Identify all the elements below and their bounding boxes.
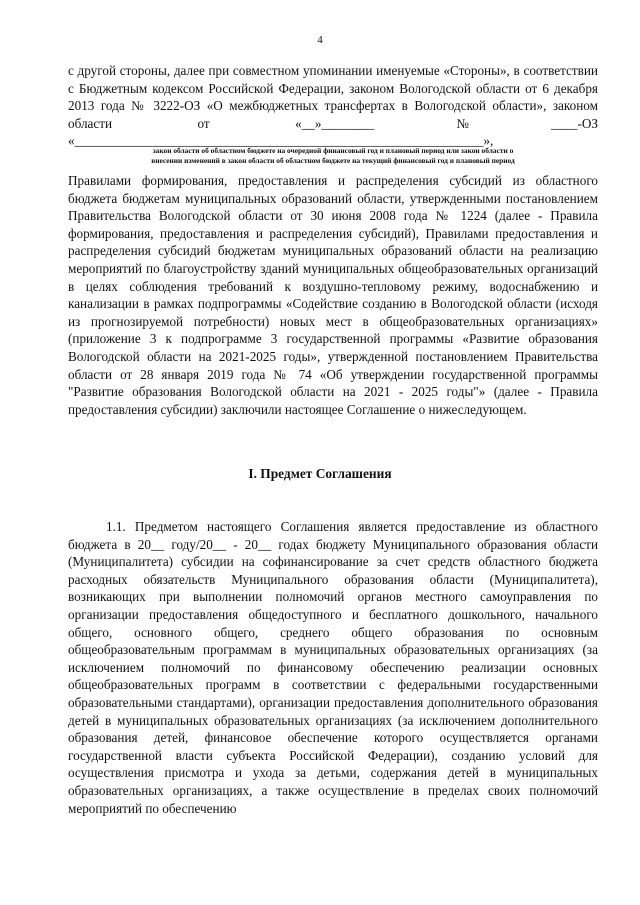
rules-paragraph: Правилами формирования, предоставления и распределения субсидий из областного бюджета бюджетам муниципальных образований области, утвержденными постановлением Правительства Вологодской области от 30 июня 2008 года № 1224 (далее - Правила формирования, предоставления и распределения субсидий), Правилами предоставления и распределения субсидий бюджетам муниципальных образований области на реализацию мероприятий по благоустройству зданий муниципальных общеобразовательных организаций в целях соблюдения требований к воздушно-тепловому режиму, водоснабжению и канализации в рамках подпрограммы «Содействие созданию в Вологодской области (исходя из прогнозируемой потребности) новых мест в общеобразовательных организациях» (приложение 3 к подпрограмме 3 государственной программы «Развитие образования Вологодской области на 2021-2025 годы», утвержденной постановлением Правительства области от 28 января 2019 года № 74 «Об утверждении государственной программы "Развитие образования Вологодской области на 2021 - 2025 годы"» (далее - Правила предоставления субсидии) заключили настоящее Соглашение о нижеследующем. <box>68 173 598 417</box>
footnote <box>68 146 598 166</box>
page-number: 4 <box>317 34 323 46</box>
intro-paragraph: с другой стороны, далее при совместном упоминании именуемые «Стороны», в соответствии с Бюджетным кодексом Российской Федерации, законом Вологодской области от 6 декабря 2013 года № 3222-ОЗ «О межбюджетных трансфертах в Вологодской области», законом области от «__»________№____-ОЗ «______________________________________________________________», <box>68 63 598 149</box>
footnote-line-1: закон области об областном бюджете на очередной финансовый год и плановый период или закон области о <box>152 146 514 155</box>
clause-1-1-paragraph: 1.1. Предметом настоящего Соглашения является предоставление из областного бюджета в 20__ году/20__ - 20__ годах бюджету Муниципального образования области (Муниципалитета) субсидии на софинансирование за счет средств областного бюджета расходных обязательств Муниципального образования области (Муниципалитета), возникающих при выполнении полномочий органов местного самоуправления по организации предоставления общедоступного и бесплатного дошкольного, начального общего, основного общего, среднего общего образования по основным общеобразовательным программам в муниципальных образовательных организациях (за исключением полномочий по финансовому обеспечению реализации основных общеобразовательных программ в соответствии с федеральными государственными образовательными стандартами), организации предоставления дополнительного образования детей в муниципальных образовательных организациях (за исключением дополнительного образования детей, финансовое обеспечение которого осуществляется органами государственной власти субъекта Российской Федерации), созданию условий для осуществления присмотра и ухода за детьми, содержания детей в муниципальных образовательных организациях, а также осуществление в пределах своих полномочий мероприятий по обеспечению <box>68 519 598 816</box>
footnote-line-2: внесении изменений в закон области об областном бюджете на текущий финансовый год и плановый период <box>151 156 515 165</box>
section-heading: I. Предмет Соглашения <box>248 466 392 481</box>
